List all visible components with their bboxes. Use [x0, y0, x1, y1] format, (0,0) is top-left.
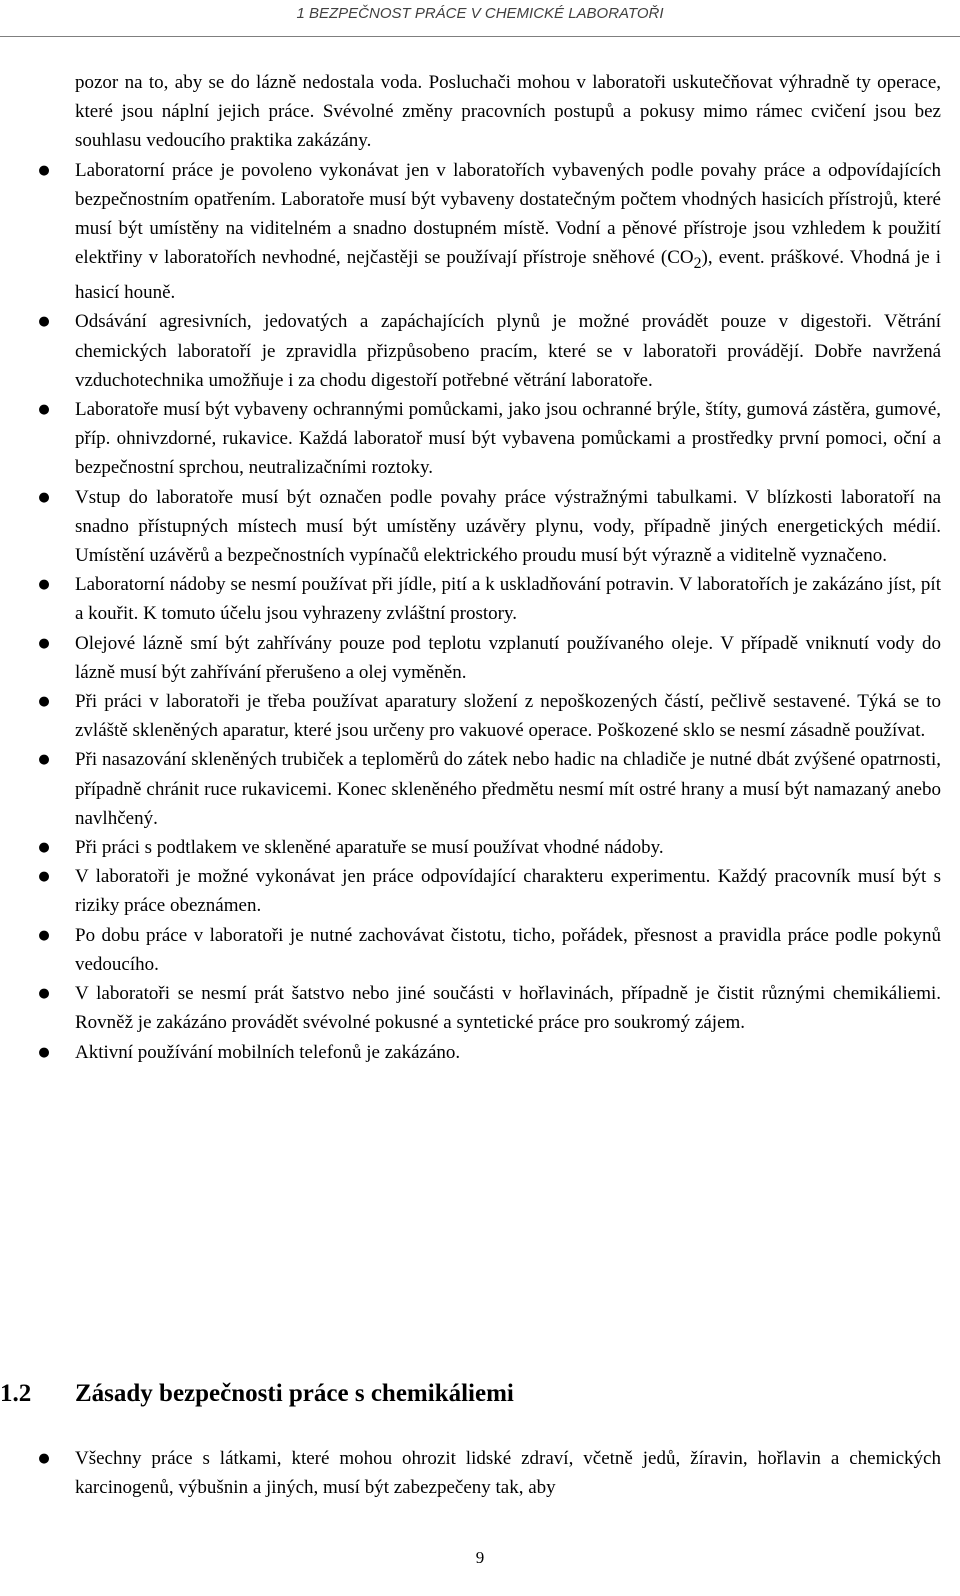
- page-number: 9: [475, 1548, 485, 1567]
- running-header: [0, 0, 960, 37]
- list-item: [38, 921, 941, 979]
- list-item: [38, 629, 941, 687]
- list-item: [38, 395, 941, 483]
- bullet-icon: ●: [38, 840, 50, 856]
- list-item: [38, 483, 941, 571]
- list-item: [38, 687, 941, 745]
- bullet-icon: ●: [38, 162, 50, 178]
- list-item: [38, 570, 941, 628]
- bullet-icon: ●: [38, 314, 50, 330]
- list-item: [38, 745, 941, 833]
- bullet-icon: ●: [38, 752, 50, 768]
- list-item-text: V laboratoři je možné vykonávat jen práce odpovídající charakteru experimentu. Každý pracovník musí být s riziky práce obeznámen.: [75, 866, 941, 917]
- continuation-paragraph: pozor na to, aby se do lázně nedostala voda. Posluchači mohou v laboratoři uskutečňovat výhradně ty operace, které jsou náplní jejich práce. Svévolné změny pracovních postupů a pokusy mimo rámec cvičení jsou bez souhlasu vedoucího praktika zakázány.: [75, 72, 941, 152]
- list-item-text: Při nasazování skleněných trubiček a teploměrů do zátek nebo hadic na chladiče je nutné dbát zvýšené opatrnosti, případně chránit ruce rukavicemi. Konec skleněného předmětu nesmí mít ostré hrany a musí být namazaný anebo navlhčený.: [75, 749, 941, 829]
- running-header-title: 1 BEZPEČNOST PRÁCE V CHEMICKÉ LABORATOŘI: [296, 5, 664, 22]
- list-item-text: Všechny práce s látkami, které mohou ohrozit lidské zdraví, včetně jedů, žíravin, hořlavin a chemických karcinogenů, výbušnin a jiných, musí být zabezpečeny tak, aby: [75, 1448, 941, 1499]
- list-item-text: Po dobu práce v laboratoři je nutné zachovávat čistotu, ticho, pořádek, přesnost a pravidla práce podle pokynů vedoucího.: [75, 924, 941, 975]
- section-body: [38, 1444, 941, 1502]
- section-number: 1.2: [0, 1380, 32, 1407]
- bullet-icon: ●: [38, 577, 50, 593]
- list-item: [38, 1444, 941, 1502]
- bullet-icon: ●: [38, 1044, 50, 1060]
- list-item-text: Laboratorní nádoby se nesmí používat při jídle, pití a k uskladňování potravin. V laboratořích je zakázáno jíst, pít a kouřit. K tomuto účelu jsou vyhrazeny zvláštní prostory.: [75, 574, 941, 625]
- bullet-icon: ●: [38, 635, 50, 651]
- list-item-subscript: 2: [693, 255, 702, 273]
- list-item: [38, 156, 941, 308]
- list-item-text: Při práci s podtlakem ve skleněné aparatuře se musí používat vhodné nádoby.: [75, 837, 664, 859]
- list-item-text-after: ), event. práškové. Vhodná je i hasicí houně.: [75, 247, 941, 304]
- list-item-text: Při práci v laboratoři je třeba používat aparatury složení z nepoškozených částí, pečlivě sestavené. Týká se to zvláště skleněných aparatur, které jsou určeny pro vakuové operace. Poškozené sklo se nesmí zásadně používat.: [75, 691, 941, 742]
- list-item-text: Olejové lázně smí být zahřívány pouze pod teplotu vzplanutí používaného oleje. V případě vniknutí vody do lázně musí být zahřívání přerušeno a olej vyměněn.: [75, 632, 941, 683]
- bullet-icon: ●: [38, 986, 50, 1002]
- list-item-text: V laboratoři se nesmí prát šatstvo nebo jiné součásti v hořlavinách, případně je čistit různými chemikáliemi. Rovněž je zakázáno provádět svévolné pokusné a syntetické práce pro soukromý zájem.: [75, 983, 941, 1034]
- list-item: [38, 979, 941, 1037]
- list-item: [38, 833, 941, 862]
- safety-rules-list: [38, 156, 941, 1067]
- list-item: [38, 1038, 941, 1067]
- list-item-text: Odsávání agresivních, jedovatých a zapáchajících plynů je možné provádět pouze v digestoři. Větrání chemických laboratoří je zpravidla přizpůsobeno pracím, které se v laboratoři provádějí. Dobře navržená vzduchotechnika umožňuje i za chodu digestoří potřebné větrání laboratoře.: [75, 311, 941, 391]
- section-title: Zásady bezpečnosti práce s chemikáliemi: [75, 1380, 514, 1407]
- bullet-icon: ●: [38, 489, 50, 505]
- list-item: [38, 307, 941, 395]
- section-heading: [0, 1380, 960, 1420]
- bullet-icon: ●: [38, 927, 50, 943]
- bullet-icon: ●: [38, 1451, 50, 1466]
- list-item: [38, 862, 941, 920]
- bullet-icon: ●: [38, 869, 50, 885]
- list-item-text: Aktivní používání mobilních telefonů je zakázáno.: [75, 1041, 461, 1063]
- list-item-text: Laboratorní práce je povoleno vykonávat jen v laboratořích vybavených podle povahy práce a odpovídajících bezpečnostním opatřením. Laboratoře musí být vybaveny dostatečným počtem vhodných hasicích přístrojů, které musí být umístěny na viditelném a snadno dostupném místě. Vodní a pěnové přístroje jsou vzhledem k použití elektřiny v laboratořích nevhodné, nejčastěji se používají přístroje sněhové (CO: [75, 159, 941, 269]
- page-body: [38, 68, 941, 1067]
- list-item-text: Laboratoře musí být vybaveny ochrannými pomůckami, jako jsou ochranné brýle, štíty, gumová zástěra, gumové, příp. ohnivzdorné, rukavice. Každá laboratoř musí být vybavena pomůckami a prostředky první pomoci, oční a bezpečnostní sprchou, neutralizačními roztoky.: [75, 399, 941, 479]
- bullet-icon: ●: [38, 694, 50, 710]
- list-item-text: Vstup do laboratoře musí být označen podle povahy práce výstražnými tabulkami. V blízkosti laboratoří na snadno přístupných místech musí být umístěny uzávěry plynu, vody, případně jiných energetických médií. Umístění uzávěrů a bezpečnostních vypínačů elektrického proudu musí být výrazně a viditelně vyznačeno.: [75, 486, 941, 567]
- chemical-safety-list: [38, 1444, 941, 1502]
- bullet-icon: ●: [38, 402, 50, 418]
